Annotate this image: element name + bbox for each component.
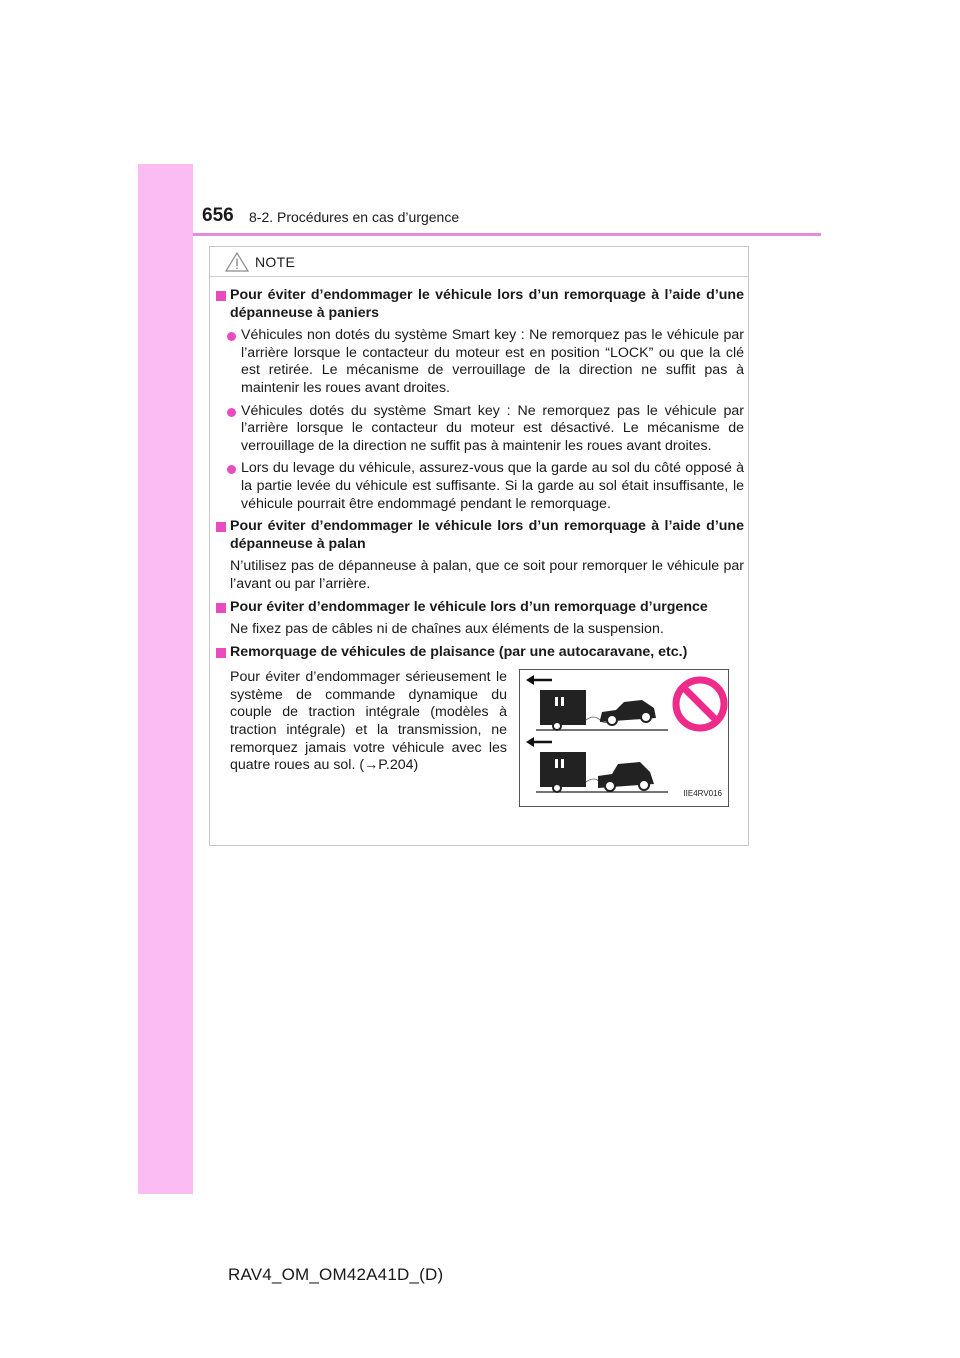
section-heading: Remorquage de véhicules de plaisance (par une autocaravane, etc.) (216, 644, 744, 662)
towed-car-icon (598, 762, 654, 791)
note-label: NOTE (255, 254, 296, 270)
round-bullet-icon (227, 408, 236, 417)
square-bullet-icon (216, 603, 226, 613)
prohibition-icon (676, 680, 724, 728)
square-bullet-icon (216, 522, 226, 532)
header-rule (193, 233, 821, 236)
section-heading: Pour éviter d’endommager le véhicule lors d’un remorquage à l’aide d’une dépanneuse à paniers (216, 287, 744, 322)
figure-code: IIE4RV016 (683, 788, 722, 798)
towing-row (216, 669, 744, 807)
round-bullet-icon (227, 332, 236, 341)
motorhome-icon (540, 690, 586, 730)
towing-illustration (519, 669, 729, 807)
footer-model: RAV4_OM_OM42A41D_(D) (228, 1265, 444, 1284)
page-number: 656 (202, 205, 234, 226)
motorhome-arrow-icon (526, 737, 552, 747)
square-bullet-icon (216, 291, 226, 301)
section-text: N’utilisez pas de dépanneuse à palan, que ce soit pour remorquer le véhicule par l’avant ou par l’arrière. (230, 558, 744, 592)
warning-icon (225, 252, 249, 272)
bullet-item: Véhicules dotés du système Smart key : Ne remorquez pas le véhicule par l’arrière lorsque le contacteur du moteur est désactivé. Le mécanisme de verrouillage de la direction ne suffit pas à maintenir les roues avant droites. (216, 403, 744, 456)
section-title: 8-2. Procédures en cas d’urgence (249, 209, 460, 225)
note-box (209, 246, 749, 846)
towed-car-icon (600, 700, 656, 725)
motorhome-arrow-icon (526, 675, 552, 685)
square-bullet-icon (216, 648, 226, 658)
section-text: Ne fixez pas de câbles ni de chaînes aux éléments de la suspension. (230, 621, 664, 638)
section-heading: Pour éviter d’endommager le véhicule lors d’un remorquage à l’aide d’une dépanneuse à palan (216, 518, 744, 553)
towing-text: Pour éviter d’endommager sérieusement le système de commande dynamique du couple de traction intégrale (modèles à traction intégrale) et la transmission, ne remorquez jamais votre véhicule avec les quatre roues au sol. (→P.204) (230, 669, 507, 774)
side-band (138, 164, 193, 1194)
bullet-item: Lors du levage du véhicule, assurez-vous que la garde au sol du côté opposé à la partie levée du véhicule est suffisante. Si la garde au sol était insuffisante, le véhicule pourrait être endommagé pendant le remorquage. (216, 460, 744, 513)
section-heading: Pour éviter d’endommager le véhicule lors d’un remorquage d’urgence (216, 599, 744, 617)
note-header (210, 247, 748, 277)
round-bullet-icon (227, 465, 236, 474)
bullet-item: Véhicules non dotés du système Smart key : Ne remorquez pas le véhicule par l’arrière lorsque le contacteur du moteur est en position “LOCK” ou que la clé est retirée. Le mécanisme de verrouillage de la direction ne suffit pas à maintenir les roues avant droites. (216, 327, 744, 397)
note-content (216, 287, 744, 807)
motorhome-icon (540, 752, 586, 792)
